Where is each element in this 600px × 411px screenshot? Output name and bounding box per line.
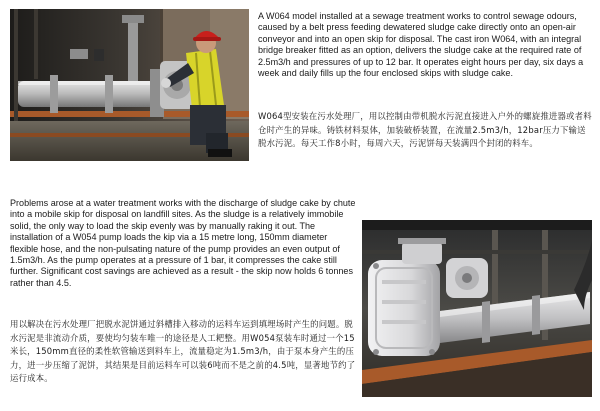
- w054-description-en: Problems arose at a water treatment works with the discharge of sludge cake by chute into a mobile skip for disposal on landfill sites. As the sludge is a relatively immobile solid, the only way to load the skip evenly was by manually raking it out. The installation of a W054 pump loads the kip via a 15 metre long, 150mm diameter flexible hose, and the non-pulsating nature of the pump provides an even output of 1.5m3/h. As the pump operates at a pressure of 1 bar, it compresses the cake still further. Significant cost savings are achieved as a result - the skip now holds 6 tonnes rather than 4.5.: [10, 198, 356, 288]
- photo-w054-pump: [362, 220, 592, 397]
- photo-w064-illustration: [10, 9, 249, 161]
- w064-description-en: A W064 model installed at a sewage treatment works to control sewage odours, caused by a belt press feeding dewatered sludge cake directly onto an open-air conveyor and into an open skip for disposal. The cast iron W064, with an integral bridge breaker fitted as an option, delivers the sludge cake at the required rate of 2.5m3/h and pressures of up to 12 bar. It operates eight hours per day, six days a week and daily fills up the four enclosed skips with sludge cake.: [258, 11, 584, 79]
- photo-w054-illustration: [362, 220, 592, 397]
- photo-w064-installation: [10, 9, 249, 161]
- w064-description-zh: W064型安装在污水处理厂，用以控制由带机脱水污泥直接进入户外的螺旋推进器或者料仓时产生的异味。铸铁材料泵体，加装破桥装置，在流量2.5m3/h，12bar压力下输送脱水污泥。每天工作8小时，每周六天，污泥饼每天装满四个封闭的料车。: [258, 111, 592, 149]
- w054-description-zh: 用以解决在污水处理厂把脱水泥饼通过斜槽排入移动的运料车运到填埋场时产生的问题。脱水污泥是非流动介质，要使均匀装车唯一的途径是人工耙整。用W054泵装车时通过一个15米长，150mm直径的柔性软管输送到料车上，流量稳定为1.5m3/h，由于泵本身产生的压力，进一步压缩了泥饼，其结果是目前运料车可以装6吨而不是之前的4.5吨，显著地节约了运行成本。: [10, 319, 356, 384]
